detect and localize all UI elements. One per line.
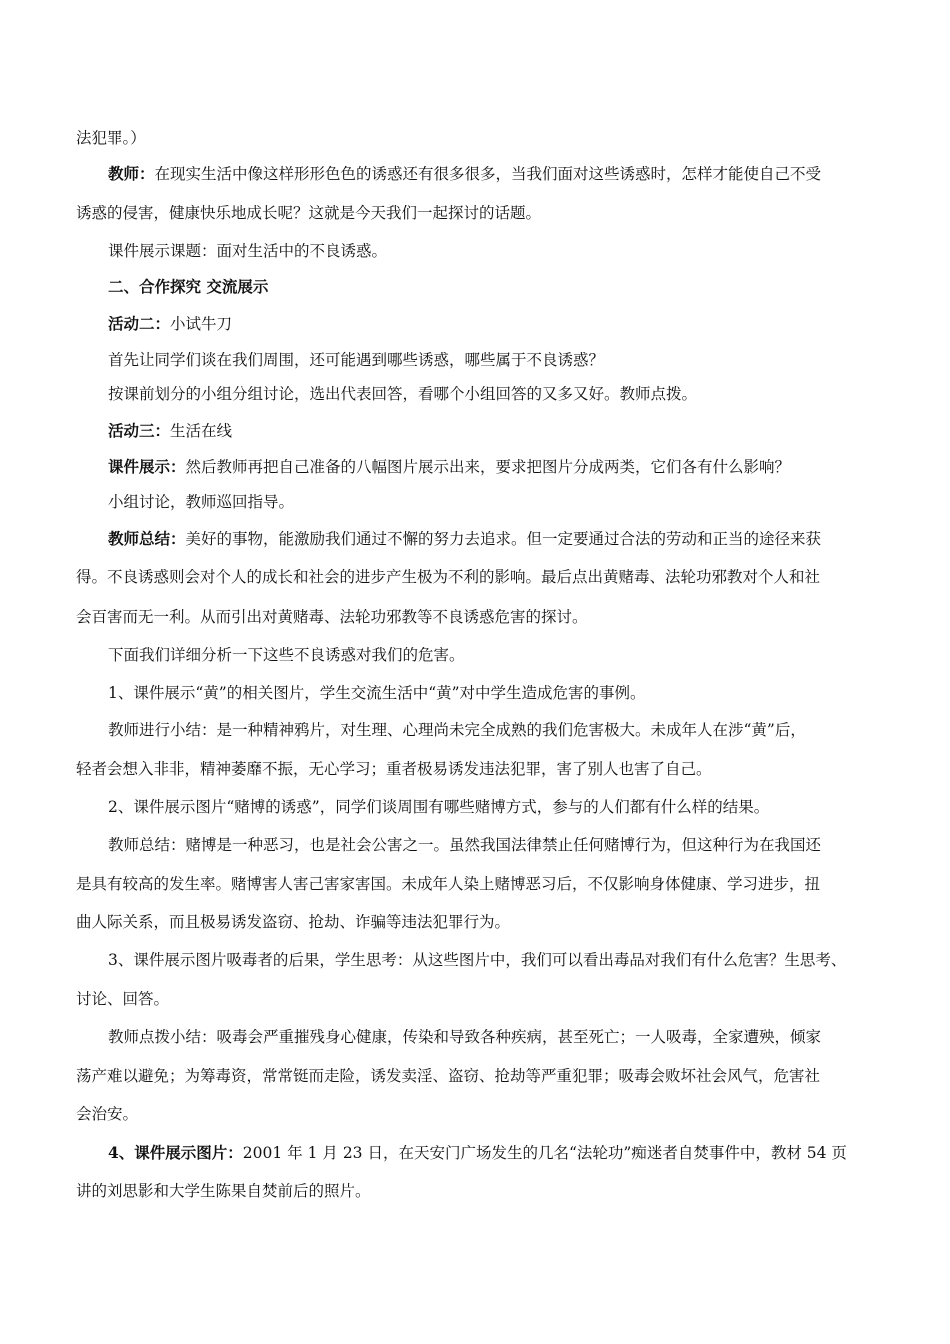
- paragraph-line: [108, 314, 950, 334]
- text: 课件展示课题：面对生活中的不良诱惑。: [108, 242, 388, 260]
- paragraph-line: [108, 835, 950, 855]
- text: 讨论、回答。: [76, 990, 170, 1008]
- text: 教师点拨小结：吸毒会严重摧残身心健康，传染和导致各种疾病，甚至死亡；一人吸毒，全家遭殃，倾家: [108, 1028, 822, 1046]
- text: 生活在线: [170, 422, 233, 440]
- text: 2、课件展示图片“赌博的诱惑”，同学们谈周围有哪些赌博方式，参与的人们都有什么样的结果。: [108, 798, 770, 816]
- text: 然后教师再把自己准备的八幅图片展示出来，要求把图片分成两类，它们各有什么影响？: [185, 458, 791, 476]
- paragraph-line: [108, 797, 950, 817]
- paragraph-line: [108, 492, 950, 512]
- text: 教师进行小结：是一种精神鸦片，对生理、心理尚未完全成熟的我们危害极大。未成年人在涉“黄”后，: [108, 721, 806, 739]
- text: 小组讨论，教师巡回指导。: [108, 493, 295, 511]
- text: 教师总结：赌博是一种恶习，也是社会公害之一。虽然我国法律禁止任何赌博行为，但这种行为在我国还: [108, 836, 822, 854]
- paragraph-line: [108, 421, 950, 441]
- courseware-label: 课件展示：: [108, 457, 186, 476]
- paragraph-line: [76, 874, 950, 894]
- text: 诱惑的侵害，健康快乐地成长呢？这就是今天我们一起探讨的话题。: [76, 204, 542, 222]
- paragraph-line: [108, 683, 950, 703]
- text: 1、课件展示“黄”的相关图片，学生交流生活中“黄”对中学生造成危害的事例。: [108, 684, 646, 702]
- paragraph-line: [108, 457, 950, 477]
- heading-text: 二、合作探究 交流展示: [108, 277, 269, 296]
- paragraph-line: [76, 912, 950, 932]
- paragraph-line: [108, 529, 950, 549]
- text: 首先让同学们谈在我们周围，还可能遇到哪些诱惑，哪些属于不良诱惑？: [108, 351, 605, 369]
- paragraph-line: [108, 720, 950, 740]
- paragraph-line: [108, 164, 950, 184]
- summary-label: 教师总结：: [108, 529, 186, 548]
- paragraph-line: [76, 1066, 950, 1086]
- paragraph-line: [108, 350, 950, 370]
- paragraph-line: [76, 1181, 950, 1201]
- paragraph-line: [76, 203, 950, 223]
- text: 会百害而无一利。从而引出对黄赌毒、法轮功邪教等不良诱惑危害的探讨。: [76, 608, 588, 626]
- text: 按课前划分的小组分组讨论，选出代表回答，看哪个小组回答的又多又好。教师点拨。: [108, 385, 698, 403]
- text: 讲的刘思影和大学生陈果自焚前后的照片。: [76, 1182, 371, 1200]
- paragraph-line: [108, 241, 950, 261]
- activity-label: 活动二：: [108, 314, 171, 333]
- item4-label: 4、课件展示图片：: [108, 1143, 243, 1162]
- section-heading: [108, 277, 950, 297]
- paragraph-line: [108, 950, 950, 970]
- paragraph-line: [76, 128, 950, 148]
- paragraph-line: [108, 645, 950, 665]
- text: 3、课件展示图片吸毒者的后果，学生思考：从这些图片中，我们可以看出毒品对我们有什么危害？生思考、: [108, 951, 847, 969]
- text: 小试牛刀: [170, 315, 233, 333]
- paragraph-line: [76, 567, 950, 587]
- text: 轻者会想入非非，精神萎靡不振，无心学习；重者极易诱发违法犯罪，害了别人也害了自己。: [76, 760, 712, 778]
- text: 得。不良诱惑则会对个人的成长和社会的进步产生极为不利的影响。最后点出黄赌毒、法轮功邪教对个人和社: [76, 568, 821, 586]
- text: 荡产难以避免；为筹毒资，常常铤而走险，诱发卖淫、盗窃、抢劫等严重犯罪；吸毒会败坏社会风气，危害社: [76, 1067, 821, 1085]
- text: 2001 年 1 月 23 日，在天安门广场发生的几名“法轮功”痴迷者自焚事件中，教材 54 页: [242, 1144, 847, 1162]
- paragraph-line: [108, 1027, 950, 1047]
- text: 在现实生活中像这样形形色色的诱惑还有很多很多，当我们面对这些诱惑时，怎样才能使自己不受: [154, 165, 822, 183]
- text: 下面我们详细分析一下这些不良诱惑对我们的危害。: [108, 646, 465, 664]
- teacher-label: 教师：: [108, 164, 155, 183]
- text: 会治安。: [76, 1105, 139, 1123]
- paragraph-line: [76, 1104, 950, 1124]
- text: 曲人际关系，而且极易诱发盗窃、抢劫、诈骗等违法犯罪行为。: [76, 913, 511, 931]
- paragraph-line: [108, 384, 950, 404]
- paragraph-line: [76, 607, 950, 627]
- text: 美好的事物，能激励我们通过不懈的努力去追求。但一定要通过合法的劳动和正当的途径来获: [185, 530, 822, 548]
- text: 法犯罪。）: [76, 129, 146, 147]
- text: 是具有较高的发生率。赌博害人害己害家害国。未成年人染上赌博恶习后，不仅影响身体健康、学习进步，扭: [76, 875, 821, 893]
- activity-label: 活动三：: [108, 421, 171, 440]
- paragraph-line: [108, 1143, 950, 1163]
- paragraph-line: [76, 989, 950, 1009]
- paragraph-line: [76, 759, 950, 779]
